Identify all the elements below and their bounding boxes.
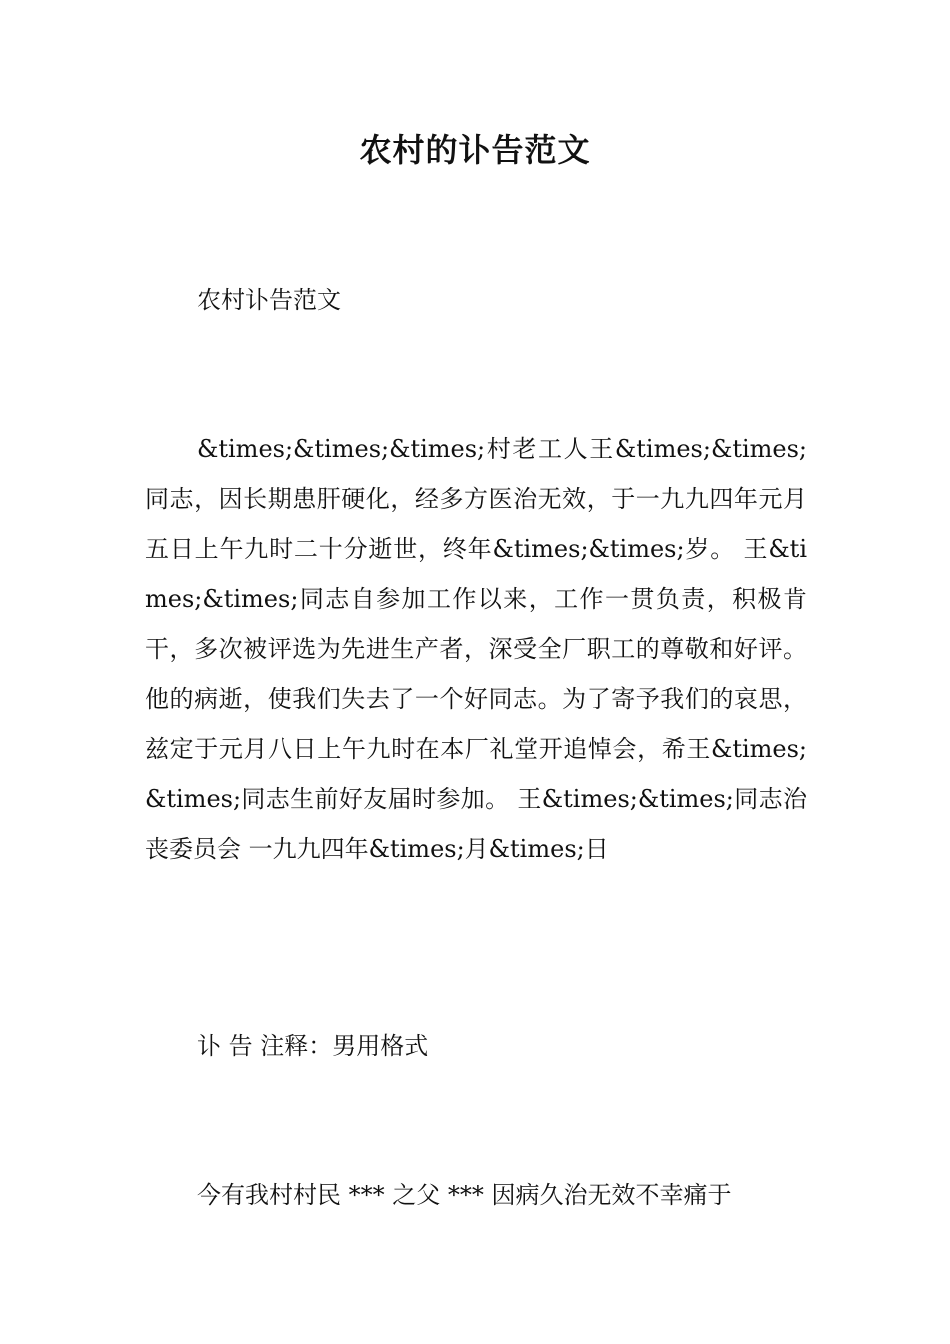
obituary-body-paragraph: &times;&times;&times;村老工人王&times;&times;同志，因长期患肝硬化，经多方医治无效，于一九九四年元月五日上午九时二十分逝世，终年&times;&times;岁。 王&times;&times;同志自参加工作以来，工作一贯负责，积极肯干，多次被评选为先进生产者，深受全厂职工的尊敬和好评。他的病逝，使我们失去了一个好同志。为了寄予我们的哀思，兹定于元月八日上午九时在本厂礼堂开追悼会，希王&times;&times;同志生前好友届时参加。 王&times;&times;同志治丧委员会 一九九四年&times;月&times;日 (145, 435, 807, 863)
document-title: 农村的讣告范文 (359, 131, 591, 169)
second-obituary-paragraph: 今有我村村民 *** 之父 *** 因病久治无效不幸痛于 (197, 1181, 732, 1209)
document-subtitle: 农村讣告范文 (197, 286, 341, 314)
format-note-paragraph: 讣 告 注释：男用格式 (197, 1032, 429, 1060)
